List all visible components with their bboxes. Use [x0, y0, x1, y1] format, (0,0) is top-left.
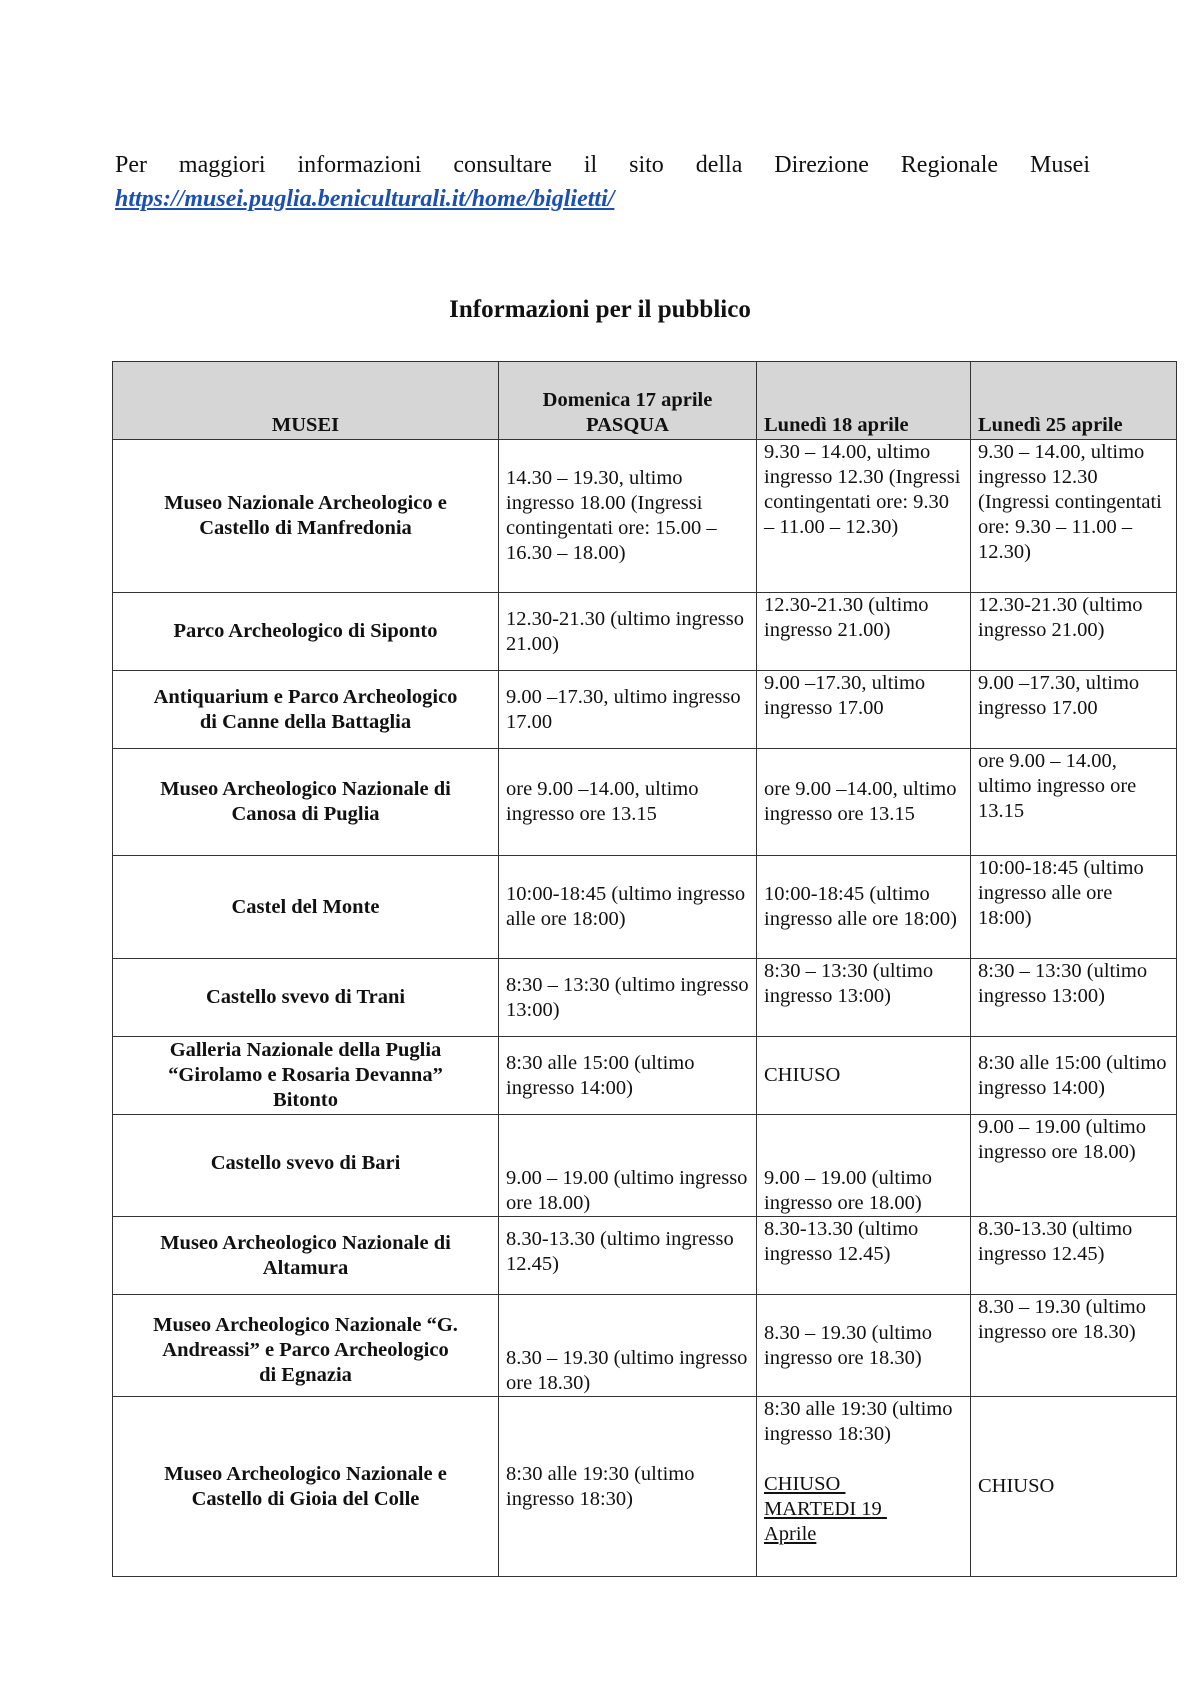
schedule-table [112, 361, 1177, 1577]
hours-lunedi-18: 9.00 –17.30, ultimo ingresso 17.00 [757, 671, 971, 749]
hours-lunedi-18: 8.30-13.30 (ultimo ingresso 12.45) [757, 1217, 971, 1295]
table-row [113, 1295, 1177, 1397]
museum-name-line: di Canne della Battaglia [199, 710, 412, 733]
museum-name-line: Castello svevo di Bari [210, 1152, 401, 1174]
hours-lunedi-25: CHIUSO [971, 1397, 1177, 1577]
closure-note-line: MARTEDI 19 [764, 1498, 887, 1520]
hours-lunedi-25: 8:30 – 13:30 (ultimo ingresso 13:00) [971, 959, 1177, 1037]
header-domenica-date: Domenica 17 aprile [542, 389, 713, 411]
direzione-musei-link[interactable]: https://musei.puglia.beniculturali.it/home/biglietti/ [115, 186, 615, 212]
museum-name-line: Museo Archeologico Nazionale “G. [153, 1314, 458, 1336]
header-domenica [499, 362, 757, 440]
hours-lunedi-18: 9.30 – 14.00, ultimo ingresso 12.30 (Ingressi contingentati ore: 9.30 – 11.00 – 12.30) [757, 440, 971, 593]
hours-lunedi-25: 9.00 –17.30, ultimo ingresso 17.00 [971, 671, 1177, 749]
hours-lunedi-18: CHIUSO [757, 1037, 971, 1115]
header-lunedi-18: Lunedì 18 aprile [757, 362, 971, 440]
museum-name-line: di Egnazia [259, 1364, 352, 1386]
hours-lunedi-18: ore 9.00 –14.00, ultimo ingresso ore 13.15 [757, 749, 971, 856]
museum-name [113, 593, 499, 671]
museum-name-line: Museo Archeologico Nazionale di [160, 778, 451, 800]
hours-domenica: 8:30 alle 15:00 (ultimo ingresso 14:00) [499, 1037, 757, 1115]
hours-domenica: 10:00-18:45 (ultimo ingresso alle ore 18:00) [499, 856, 757, 959]
hours-domenica: 9.00 –17.30, ultimo ingresso 17.00 [499, 671, 757, 749]
hours-lunedi-18: 8.30 – 19.30 (ultimo ingresso ore 18.30) [757, 1295, 971, 1397]
hours-lunedi-25: ore 9.00 – 14.00, ultimo ingresso ore 13.15 [971, 749, 1177, 856]
closure-note-line: Aprile [764, 1523, 817, 1545]
header-musei: MUSEI [113, 362, 499, 440]
header-domenica-pasqua: PASQUA [586, 414, 669, 436]
hours-lunedi-18-text: 8:30 alle 19:30 (ultimo ingresso 18:30) [764, 1398, 953, 1445]
header-lunedi-25: Lunedì 25 aprile [971, 362, 1177, 440]
hours-lunedi-18: 12.30-21.30 (ultimo ingresso 21.00) [757, 593, 971, 671]
museum-name-line: Altamura [262, 1256, 349, 1279]
hours-domenica: 8:30 alle 19:30 (ultimo ingresso 18:30) [499, 1397, 757, 1577]
museum-name [113, 1115, 499, 1217]
museum-name [113, 1397, 499, 1577]
table-row [113, 1397, 1177, 1577]
hours-lunedi-18: 8:30 – 13:30 (ultimo ingresso 13:00) [757, 959, 971, 1037]
table-row [113, 1115, 1177, 1217]
hours-domenica: 9.00 – 19.00 (ultimo ingresso ore 18.00) [499, 1115, 757, 1217]
museum-name [113, 671, 499, 749]
hours-lunedi-25: 9.30 – 14.00, ultimo ingresso 12.30 (Ingressi contingentati ore: 9.30 – 11.00 – 12.30) [971, 440, 1177, 593]
museum-name-line: Parco Archeologico di Siponto [173, 620, 438, 642]
table-row [113, 856, 1177, 959]
table-header-row [113, 362, 1177, 440]
hours-lunedi-18: 9.00 – 19.00 (ultimo ingresso ore 18.00) [757, 1115, 971, 1217]
table-row [113, 1217, 1177, 1295]
table-row [113, 959, 1177, 1037]
hours-lunedi-18 [757, 1397, 971, 1577]
table-row [113, 593, 1177, 671]
museum-name-line: Antiquarium e Parco Archeologico [153, 685, 458, 708]
hours-lunedi-25: 8.30-13.30 (ultimo ingresso 12.45) [971, 1217, 1177, 1295]
table-row [113, 440, 1177, 593]
hours-lunedi-25: 8:30 alle 15:00 (ultimo ingresso 14:00) [971, 1037, 1177, 1115]
museum-name-line: Museo Archeologico Nazionale di [160, 1231, 451, 1254]
hours-domenica: 8.30 – 19.30 (ultimo ingresso ore 18.30) [499, 1295, 757, 1397]
hours-domenica: 14.30 – 19.30, ultimo ingresso 18.00 (Ingressi contingentati ore: 15.00 – 16.30 – 18.00) [499, 440, 757, 593]
closure-note-line: CHIUSO [764, 1473, 846, 1495]
museum-name [113, 959, 499, 1037]
museum-name [113, 1217, 499, 1295]
museum-name-line: Museo Archeologico Nazionale e [164, 1462, 447, 1485]
museum-name-line: Castello di Manfredonia [199, 517, 412, 539]
hours-domenica: ore 9.00 –14.00, ultimo ingresso ore 13.15 [499, 749, 757, 856]
hours-domenica: 8.30-13.30 (ultimo ingresso 12.45) [499, 1217, 757, 1295]
museum-name [113, 749, 499, 856]
museum-name-line: Castello di Gioia del Colle [191, 1487, 420, 1510]
hours-lunedi-25: 9.00 – 19.00 (ultimo ingresso ore 18.00) [971, 1115, 1177, 1217]
intro-paragraph [115, 148, 1090, 216]
hours-domenica: 12.30-21.30 (ultimo ingresso 21.00) [499, 593, 757, 671]
intro-text: Per maggiori informazioni consultare il sito della Direzione Regionale Musei [115, 152, 1090, 178]
hours-lunedi-25: 12.30-21.30 (ultimo ingresso 21.00) [971, 593, 1177, 671]
hours-lunedi-25: 8.30 – 19.30 (ultimo ingresso ore 18.30) [971, 1295, 1177, 1397]
hours-lunedi-25: 10:00-18:45 (ultimo ingresso alle ore 18:00) [971, 856, 1177, 959]
hours-domenica: 8:30 – 13:30 (ultimo ingresso 13:00) [499, 959, 757, 1037]
museum-name-line: Bitonto [273, 1089, 338, 1111]
museum-name-line: Castel del Monte [231, 895, 380, 918]
museum-name-line: Castello svevo di Trani [205, 986, 406, 1008]
hours-lunedi-18: 10:00-18:45 (ultimo ingresso alle ore 18:00) [757, 856, 971, 959]
museum-name-line: Museo Nazionale Archeologico e [164, 492, 447, 514]
museum-name [113, 1295, 499, 1397]
table-row [113, 1037, 1177, 1115]
museum-name-line: “Girolamo e Rosaria Devanna” [168, 1064, 443, 1086]
museum-name-line: Galleria Nazionale della Puglia [169, 1039, 442, 1061]
page-title: Informazioni per il pubblico [449, 296, 751, 323]
museum-name [113, 1037, 499, 1115]
museum-name [113, 440, 499, 593]
museum-name [113, 856, 499, 959]
museum-name-line: Andreassi” e Parco Archeologico [162, 1339, 449, 1361]
museum-name-line: Canosa di Puglia [231, 803, 380, 825]
table-row [113, 749, 1177, 856]
table-row [113, 671, 1177, 749]
